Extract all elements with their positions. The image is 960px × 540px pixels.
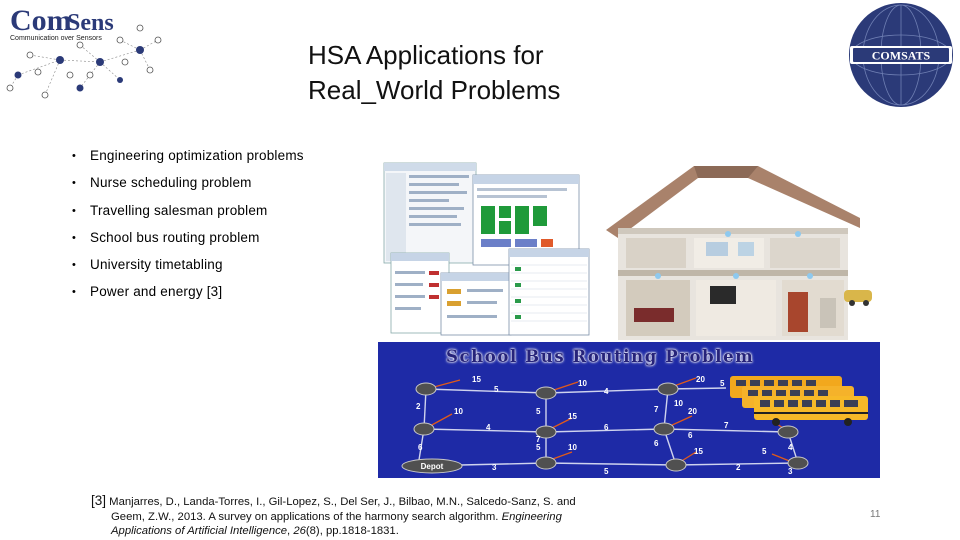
edge-label: 15 xyxy=(472,375,481,384)
school-bus-routing-figure xyxy=(378,342,880,478)
edge-label: 5 xyxy=(720,379,725,388)
title-line-1: HSA Applications for xyxy=(308,40,544,70)
slide-title xyxy=(308,38,668,108)
edge-label: 10 xyxy=(674,399,683,408)
logo-tagline: Communication over Sensors xyxy=(10,35,102,42)
reference-body: Geem, Z.W., 2013. A survey on applications of the harmony search algorithm. xyxy=(111,510,499,523)
edge-label: 4 xyxy=(788,443,793,452)
edge-label: 5 xyxy=(494,385,499,394)
edge-label: 2 xyxy=(416,402,421,411)
title-line-2: Real_World Problems xyxy=(308,75,561,105)
edge-label: 7 xyxy=(654,405,659,414)
edge-label: 20 xyxy=(688,407,697,416)
edge-label: 3 xyxy=(492,463,497,472)
bullet-item: • School bus routing problem xyxy=(72,223,304,250)
edge-label: 10 xyxy=(568,443,577,452)
bullet-item: • University timetabling xyxy=(72,250,304,277)
logo-brand-com: Com xyxy=(10,4,72,37)
edge-label: 5 xyxy=(536,407,541,416)
comsats-logo-text: COMSATS xyxy=(871,48,931,63)
edge-label: 5 xyxy=(536,443,541,452)
bullet-item: • Travelling salesman problem xyxy=(72,196,304,223)
comsats-logo xyxy=(842,2,960,108)
scheduling-screenshots-image xyxy=(381,161,596,337)
reference-number: [3] xyxy=(91,493,107,508)
edge-label: 5 xyxy=(604,467,609,476)
edge-label: 15 xyxy=(694,447,703,456)
bullet-item: • Nurse scheduling problem xyxy=(72,168,304,195)
edge-label: 2 xyxy=(736,463,741,472)
edge-label: 4 xyxy=(604,387,609,396)
edge-label: 5 xyxy=(762,447,767,456)
smart-house-image xyxy=(598,158,874,345)
edge-label: 10 xyxy=(578,379,587,388)
reference-line-1 xyxy=(91,494,636,510)
edge-label: 6 xyxy=(604,423,609,432)
reference-authors: Manjarres, D., Landa-Torres, I., Gil-Lopez, S., Del Ser, J., Bilbao, M.N., Salcedo-Sanz, S. and xyxy=(109,496,576,508)
bullet-item: • Power and energy [3] xyxy=(72,277,304,304)
reference-citation xyxy=(91,494,636,539)
edge-label: 20 xyxy=(696,375,705,384)
edge-label: 7 xyxy=(536,435,541,444)
bullet-item: • Engineering optimization problems xyxy=(72,141,304,168)
reference-issue-pages: (8), pp.1818-1831. xyxy=(305,525,399,538)
edge-label: 10 xyxy=(454,407,463,416)
edge-label: 6 xyxy=(418,443,423,452)
logo-brand-sens: Sens xyxy=(67,10,114,36)
edge-label: 6 xyxy=(654,439,659,448)
edge-label: 15 xyxy=(568,412,577,421)
reference-line-2 xyxy=(91,510,636,525)
reference-line-3: Applications of Artificial Intelligence, 26(8), pp.1818-1831. xyxy=(111,525,399,538)
reference-journal-1: Engineering xyxy=(501,510,562,523)
bullet-list xyxy=(72,141,304,305)
school-bus-group xyxy=(730,376,868,426)
reference-journal-2: Applications of Artificial Intelligence xyxy=(111,525,288,538)
edge-label: 4 xyxy=(486,423,491,432)
depot-label: Depot xyxy=(420,462,444,471)
comsens-logo xyxy=(0,0,180,110)
edge-label: 6 xyxy=(688,431,693,440)
page-number: 11 xyxy=(870,509,881,520)
edge-label: 3 xyxy=(788,467,793,476)
bus-figure-title: School Bus Routing Problem xyxy=(446,347,755,366)
edge-label: 7 xyxy=(724,421,729,430)
reference-volume: 26 xyxy=(293,525,306,538)
